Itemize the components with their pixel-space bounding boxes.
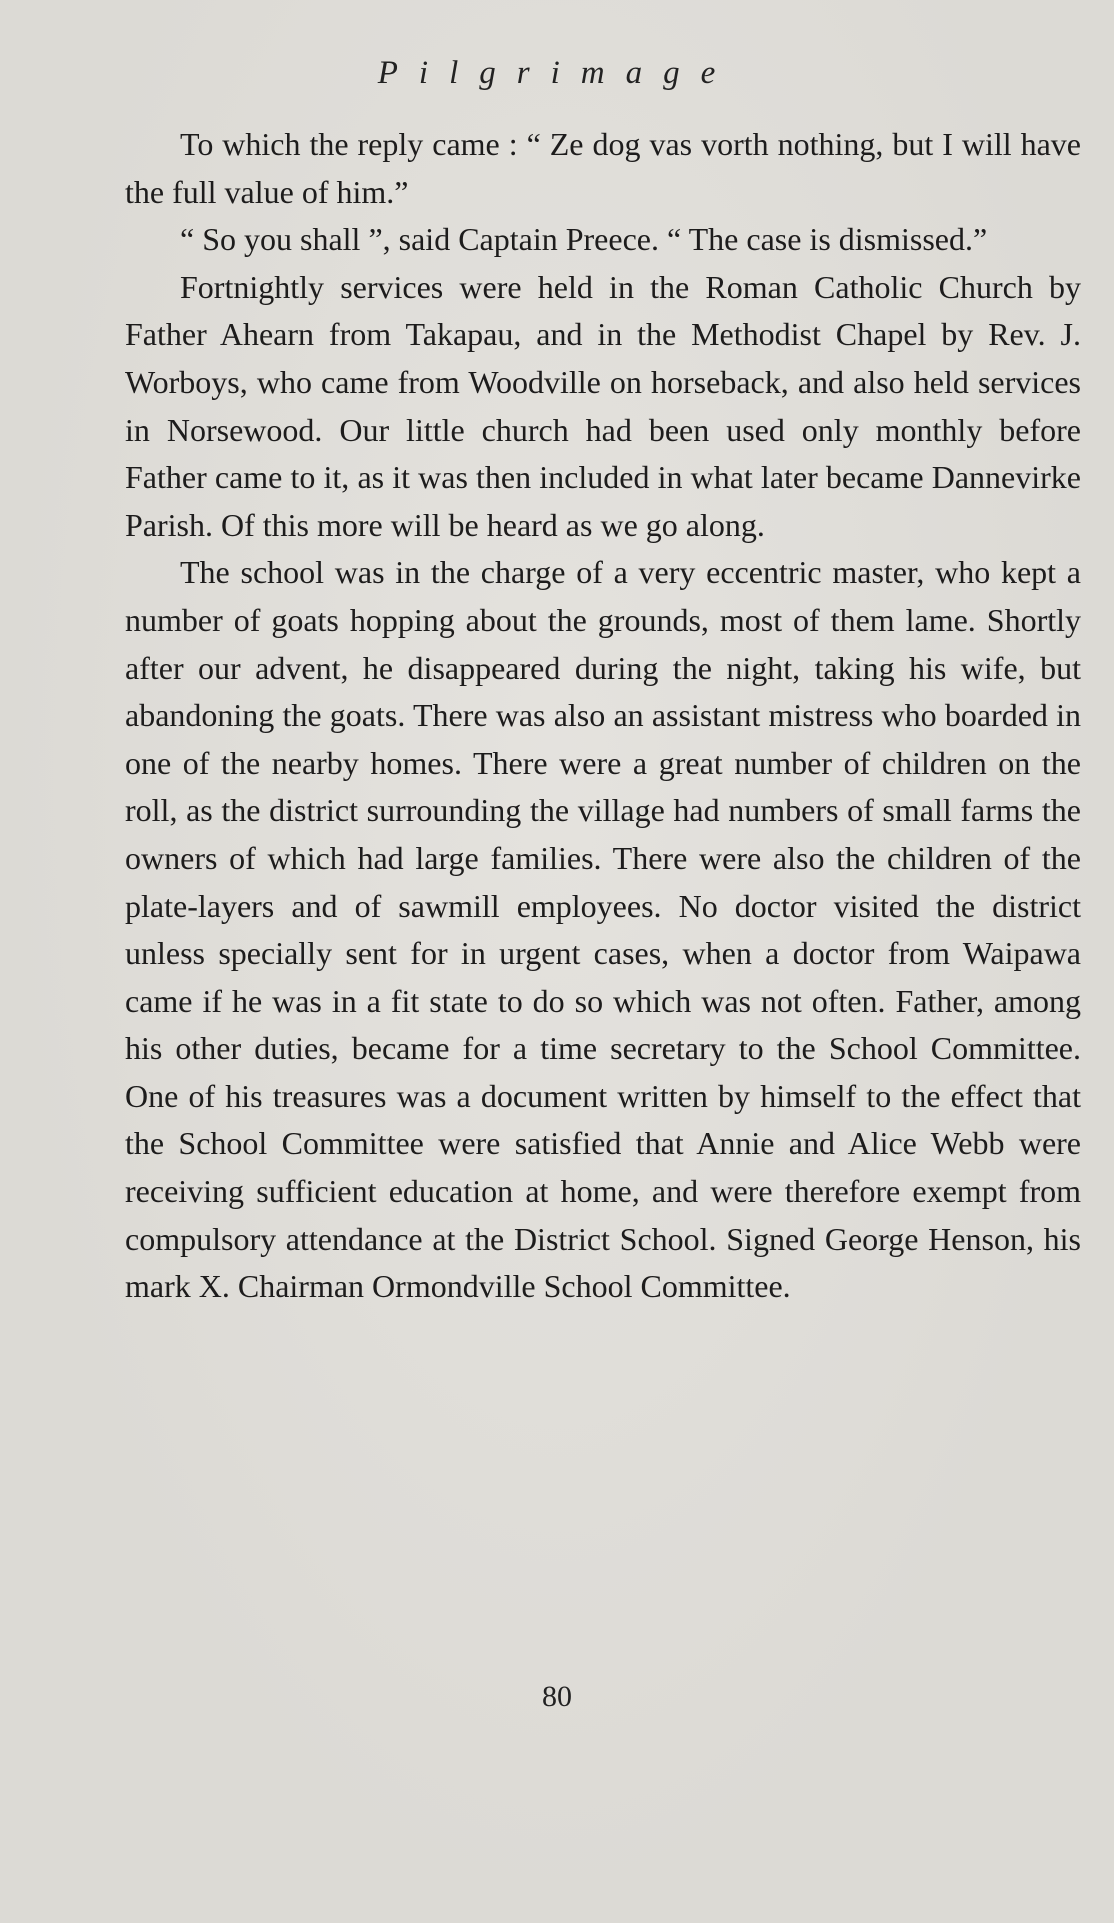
body-text [125, 121, 1081, 1311]
paragraph-reply: To which the reply came : “ Ze dog vas vorth nothing, but I will have the full value of him.” [125, 126, 1081, 210]
running-head: Pilgrimage [377, 55, 737, 91]
paragraph-dismissal: “ So you shall ”, said Captain Preece. “ The case is dismissed.” [180, 221, 988, 258]
page-number: 80 [542, 1680, 572, 1713]
paragraph-services: Fortnightly services were held in the Roman Catholic Church by Father Ahearn from Takapau, and in the Methodist Chapel by Rev. J. Worboys, who came from Woodville on horseback, and also held services in Norsewood. Our little church had been used only monthly before Father came to it, as it was then included in what later became Dannevirke Parish. Of this more will be heard as we go along. [125, 268, 1081, 543]
paragraph-school: The school was in the charge of a very eccentric master, who kept a number of goats hopping about the grounds, most of them lame. Shortly after our advent, he disappeared during the night, taking his wife, but abandoning the goats. There was also an assistant mistress who boarded in one of the nearby homes. There were a great number of children on the roll, as the district surrounding the village had numbers of small farms the owners of which had large families. There were also the children of the plate-layers and of sawmill employees. No doctor visited the district unless specially sent for in urgent cases, when a doctor from Waipawa came if he was in a fit state to do so which was not often. Father, among his other duties, became for a time secretary to the School Committee. One of his treasures was a document written by himself to the effect that the School Committee were satisfied that Annie and Alice Webb were receiving sufficient education at home, and were therefore exempt from compulsory attendance at the District School. Signed George Henson, his mark X. Chairman Ormondville School Committee. [125, 554, 1081, 1305]
